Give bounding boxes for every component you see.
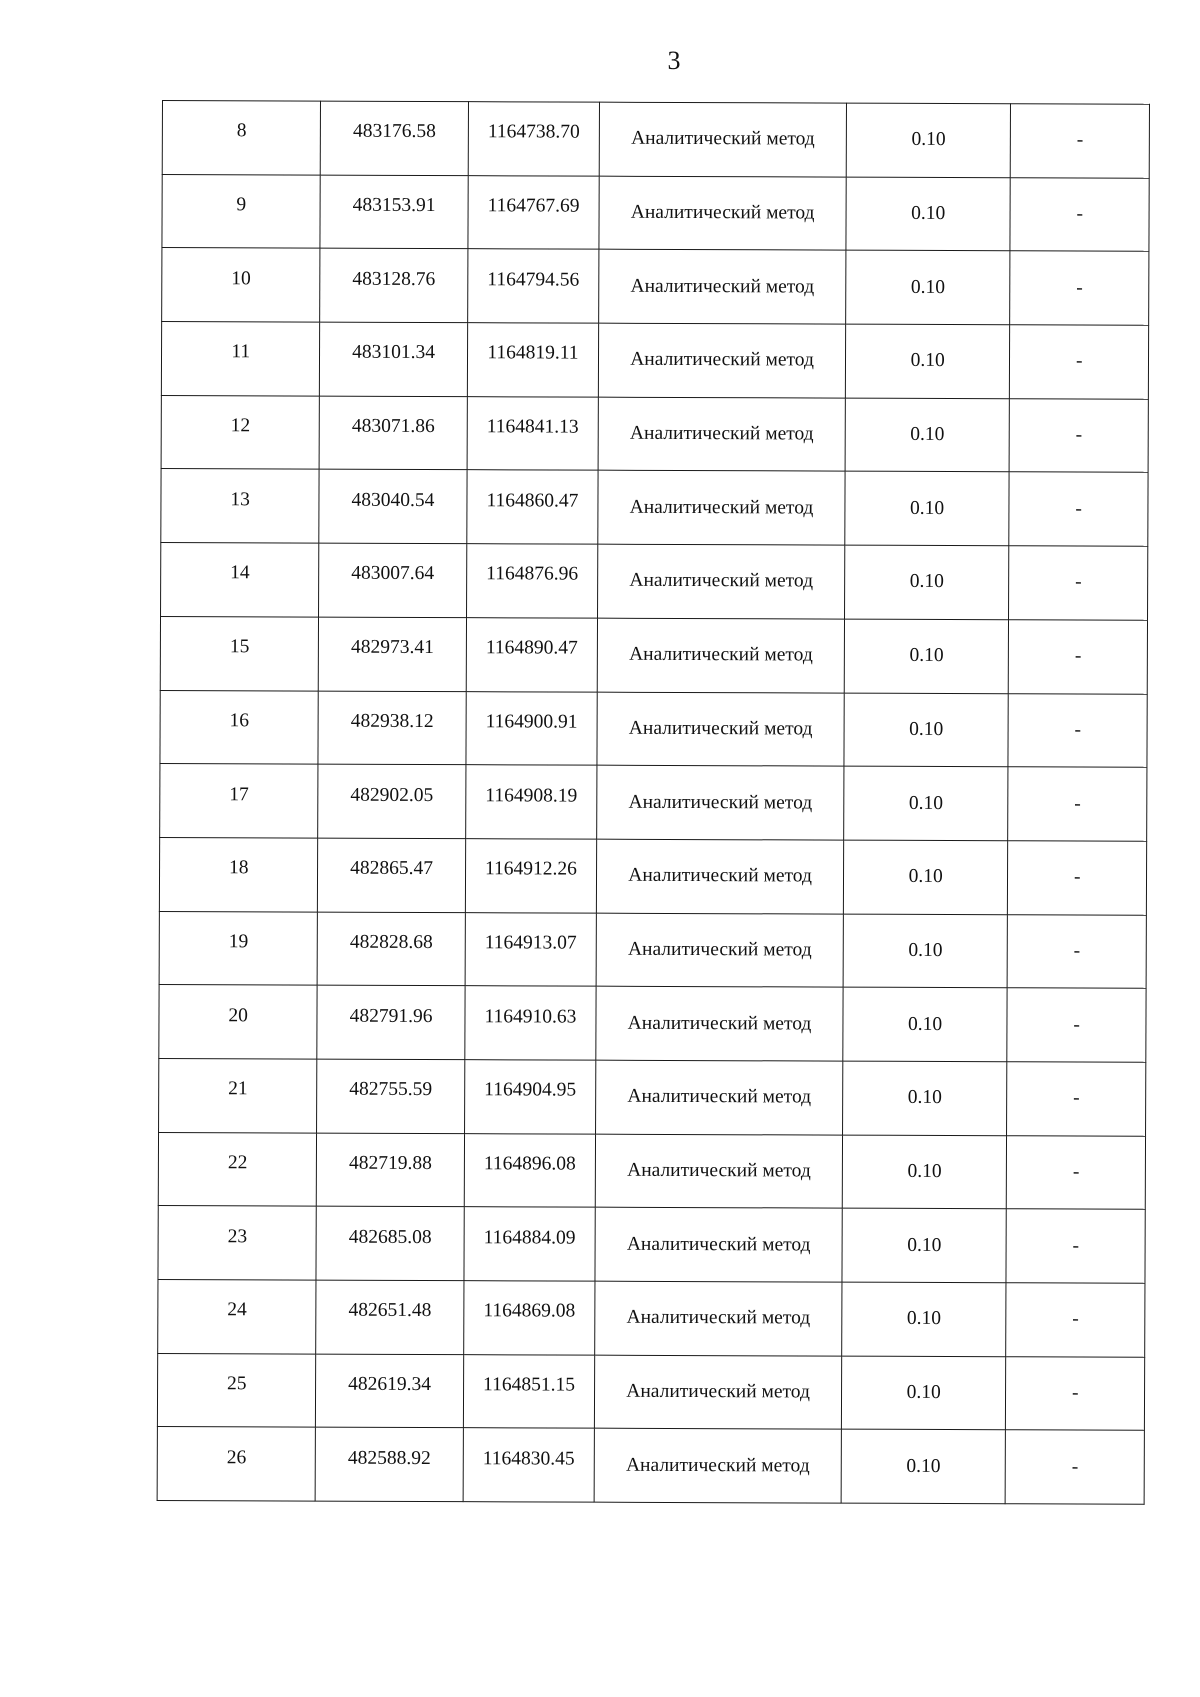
coordinate-y-cell: [464, 1207, 596, 1281]
method-cell: Аналитический метод: [598, 397, 845, 472]
coordinate-y-cell: [466, 691, 598, 765]
coordinate-y-text: 1164910.63: [484, 1005, 577, 1028]
note-cell: -: [1009, 546, 1148, 620]
point-number-text: 25: [226, 1373, 247, 1395]
note-cell: -: [1006, 1356, 1145, 1430]
point-number-text: 24: [227, 1299, 247, 1321]
coordinate-y-cell: [466, 544, 598, 618]
point-number-text: 11: [231, 341, 251, 363]
point-number-cell: [160, 616, 319, 690]
point-number-cell: [161, 469, 320, 543]
point-number-text: 13: [230, 489, 250, 511]
coordinate-x-cell: [316, 1206, 464, 1280]
point-number-cell: [159, 911, 318, 985]
coordinate-x-cell: [316, 1427, 464, 1501]
accuracy-cell: 0.10: [842, 1061, 1007, 1135]
point-number-text: 16: [229, 710, 250, 732]
point-number-text: 12: [230, 415, 251, 437]
table-row: [158, 1206, 1145, 1283]
table-row: [159, 985, 1146, 1062]
coordinate-y-text: 1164904.95: [484, 1079, 577, 1101]
point-number-cell: [162, 248, 321, 322]
coordinate-y-text: 1164767.69: [487, 195, 580, 217]
coordinate-x-text: 482791.96: [349, 1005, 433, 1027]
note-cell: -: [1010, 251, 1149, 325]
coordinate-y-text: 1164896.08: [483, 1153, 576, 1175]
coordinate-y-cell: [467, 249, 599, 323]
coordinate-y-text: 1164908.19: [485, 784, 578, 807]
coordinate-y-text: 1164738.70: [487, 121, 580, 143]
point-number-cell: [160, 764, 319, 838]
coordinate-y-text: 1164860.47: [486, 490, 579, 512]
method-cell: Аналитический метод: [596, 913, 843, 988]
note-cell: -: [1008, 841, 1147, 915]
coordinate-x-text: 482651.48: [348, 1300, 432, 1322]
page-number: 3: [667, 46, 681, 75]
accuracy-cell: 0.10: [841, 1429, 1006, 1503]
coordinate-x-cell: [318, 838, 466, 912]
table-row: [159, 837, 1146, 914]
coordinate-y-cell: [463, 1428, 595, 1502]
coordinate-x-cell: [317, 1133, 465, 1207]
table-row: [159, 911, 1146, 988]
point-number-cell: [159, 837, 318, 911]
coordinate-y-text: 1164900.91: [485, 711, 578, 733]
point-number-cell: [159, 985, 318, 1059]
note-cell: -: [1006, 1430, 1145, 1504]
coordinate-y-text: 1164884.09: [483, 1226, 576, 1249]
note-cell: -: [1006, 1283, 1145, 1357]
point-number-cell: [161, 395, 320, 469]
point-number-text: 19: [228, 931, 249, 953]
coordinate-y-text: 1164876.96: [486, 563, 579, 586]
coordinate-y-cell: [463, 1281, 595, 1355]
coordinate-x-text: 482755.59: [349, 1079, 433, 1101]
table-row: [160, 690, 1147, 767]
method-cell: Аналитический метод: [598, 471, 845, 546]
table-row: [159, 1058, 1146, 1135]
point-number-text: 26: [226, 1446, 247, 1469]
coordinate-x-cell: [320, 322, 468, 396]
coordinate-x-text: 483071.86: [351, 415, 435, 438]
coordinate-x-cell: [316, 1354, 464, 1428]
coordinate-x-cell: [318, 764, 466, 838]
table-row: [161, 322, 1148, 399]
accuracy-cell: 0.10: [843, 914, 1008, 988]
table-row: [162, 174, 1149, 251]
table-row: [161, 469, 1148, 546]
coordinate-y-text: 1164869.08: [483, 1300, 576, 1322]
coordinate-x-text: 483040.54: [351, 489, 435, 511]
coordinate-x-cell: [317, 1059, 465, 1133]
coordinates-table: [157, 100, 1150, 1505]
note-cell: -: [1010, 177, 1149, 251]
table-row: [158, 1279, 1145, 1356]
coordinate-x-text: 483153.91: [352, 194, 436, 217]
table-row: [157, 1353, 1144, 1430]
point-number-text: 15: [229, 636, 250, 658]
note-cell: -: [1008, 914, 1147, 988]
point-number-cell: [158, 1132, 317, 1206]
method-cell: Аналитический метод: [599, 176, 846, 251]
table-row: [157, 1427, 1144, 1504]
accuracy-cell: 0.10: [845, 472, 1010, 546]
method-cell: Аналитический метод: [595, 1134, 842, 1209]
table-row: [161, 543, 1148, 620]
coordinate-y-cell: [464, 1060, 596, 1134]
coordinate-x-text: 483176.58: [352, 121, 436, 143]
coordinate-x-text: 482619.34: [348, 1373, 432, 1396]
method-cell: Аналитический метод: [598, 544, 845, 619]
method-cell: Аналитический метод: [595, 1281, 842, 1356]
coordinate-x-text: 482828.68: [349, 931, 433, 953]
accuracy-cell: 0.10: [842, 1135, 1007, 1209]
accuracy-cell: 0.10: [846, 177, 1011, 251]
coordinate-x-text: 482685.08: [348, 1226, 432, 1248]
coordinate-x-cell: [319, 470, 467, 544]
accuracy-cell: 0.10: [843, 987, 1008, 1061]
coordinate-y-cell: [466, 470, 598, 544]
point-number-cell: [158, 1279, 317, 1353]
method-cell: Аналитический метод: [597, 692, 844, 767]
point-number-cell: [157, 1353, 316, 1427]
coordinate-x-cell: [318, 912, 466, 986]
accuracy-cell: 0.10: [845, 398, 1010, 472]
note-cell: -: [1007, 1135, 1146, 1209]
note-cell: -: [1009, 472, 1148, 546]
accuracy-cell: 0.10: [846, 251, 1011, 325]
note-cell: -: [1009, 620, 1148, 694]
point-number-text: 22: [227, 1152, 248, 1174]
accuracy-cell: 0.10: [845, 324, 1010, 398]
note-cell: -: [1008, 767, 1147, 841]
point-number-cell: [157, 1427, 316, 1501]
coordinate-x-text: 482973.41: [350, 636, 434, 659]
coordinate-x-text: 482902.05: [350, 784, 434, 806]
point-number-text: 23: [227, 1225, 248, 1247]
table-row: [161, 395, 1148, 472]
coordinate-x-text: 482865.47: [350, 857, 434, 880]
coordinate-y-text: 1164913.07: [484, 932, 577, 954]
note-cell: -: [1007, 988, 1146, 1062]
coordinate-x-text: 483128.76: [352, 268, 436, 290]
note-cell: -: [1010, 399, 1149, 473]
coordinate-x-cell: [320, 175, 468, 249]
accuracy-cell: 0.10: [844, 693, 1009, 767]
coordinate-y-text: 1164912.26: [485, 858, 577, 880]
point-number-cell: [159, 1058, 318, 1132]
accuracy-cell: 0.10: [842, 1282, 1007, 1356]
coordinate-x-cell: [317, 985, 465, 1059]
coordinates-table-body: [157, 101, 1149, 1505]
point-number-cell: [162, 101, 321, 175]
method-cell: Аналитический метод: [597, 765, 844, 840]
method-cell: Аналитический метод: [597, 618, 844, 693]
coordinate-y-cell: [463, 1354, 595, 1428]
accuracy-cell: 0.10: [844, 619, 1009, 693]
note-cell: -: [1008, 693, 1147, 767]
point-number-cell: [161, 543, 320, 617]
coordinate-y-text: 1164819.11: [487, 342, 579, 365]
coordinate-y-cell: [465, 986, 597, 1060]
coordinate-y-cell: [465, 765, 597, 839]
point-number-text: 14: [230, 562, 250, 584]
accuracy-cell: 0.10: [841, 1356, 1006, 1430]
coordinate-x-text: 482719.88: [348, 1152, 432, 1175]
coordinate-x-cell: [320, 396, 468, 470]
point-number-cell: [161, 322, 320, 396]
table-row: [162, 248, 1149, 325]
table-row: [160, 764, 1147, 841]
accuracy-cell: 0.10: [844, 766, 1009, 840]
method-cell: Аналитический метод: [595, 1207, 842, 1282]
coordinate-x-cell: [320, 248, 468, 322]
coordinate-y-cell: [465, 912, 597, 986]
method-cell: Аналитический метод: [594, 1429, 841, 1504]
note-cell: -: [1006, 1209, 1145, 1283]
point-number-cell: [158, 1206, 317, 1280]
table-row: [158, 1132, 1145, 1209]
note-cell: -: [1010, 325, 1149, 399]
coordinate-x-cell: [321, 101, 469, 175]
coordinate-x-cell: [316, 1280, 464, 1354]
coordinate-y-cell: [467, 396, 599, 470]
method-cell: Аналитический метод: [596, 1060, 843, 1135]
coordinate-y-text: 1164851.15: [483, 1374, 576, 1396]
coordinate-y-text: 1164890.47: [485, 637, 578, 659]
coordinate-y-text: 1164794.56: [487, 268, 580, 291]
coordinate-y-cell: [468, 102, 600, 176]
point-number-text: 10: [231, 267, 251, 290]
point-number-cell: [162, 174, 321, 248]
table-row: [162, 101, 1149, 178]
coordinate-y-text: 1164841.13: [486, 416, 579, 438]
method-cell: Аналитический метод: [599, 323, 846, 398]
coordinate-x-cell: [319, 617, 467, 691]
coordinate-x-cell: [319, 543, 467, 617]
coordinate-y-cell: [468, 175, 600, 249]
accuracy-cell: 0.10: [843, 840, 1008, 914]
point-number-cell: [160, 690, 319, 764]
coordinate-y-cell: [467, 323, 599, 397]
point-number-text: 21: [228, 1078, 248, 1100]
accuracy-cell: 0.10: [844, 545, 1009, 619]
point-number-text: 17: [229, 783, 249, 805]
coordinate-x-text: 482588.92: [347, 1447, 431, 1469]
method-cell: Аналитический метод: [597, 839, 844, 914]
method-cell: Аналитический метод: [599, 102, 846, 177]
method-cell: Аналитический метод: [599, 250, 846, 325]
coordinate-y-cell: [464, 1133, 596, 1207]
coordinate-x-text: 483101.34: [352, 342, 436, 364]
point-number-text: 20: [228, 1004, 248, 1026]
coordinate-y-cell: [465, 839, 597, 913]
point-number-text: 8: [236, 120, 247, 142]
note-cell: -: [1007, 1062, 1146, 1136]
coordinate-x-cell: [318, 691, 466, 765]
accuracy-cell: 0.10: [846, 103, 1011, 177]
coordinate-x-text: 482938.12: [350, 710, 434, 732]
point-number-text: 9: [236, 194, 247, 216]
accuracy-cell: 0.10: [842, 1208, 1007, 1282]
note-cell: -: [1011, 104, 1150, 178]
method-cell: Аналитический метод: [596, 986, 843, 1061]
method-cell: Аналитический метод: [595, 1355, 842, 1430]
point-number-text: 18: [228, 857, 249, 879]
coordinate-x-text: 483007.64: [351, 563, 435, 585]
coordinate-y-cell: [466, 617, 598, 691]
table-row: [160, 616, 1147, 693]
coordinate-y-text: 1164830.45: [482, 1447, 575, 1470]
